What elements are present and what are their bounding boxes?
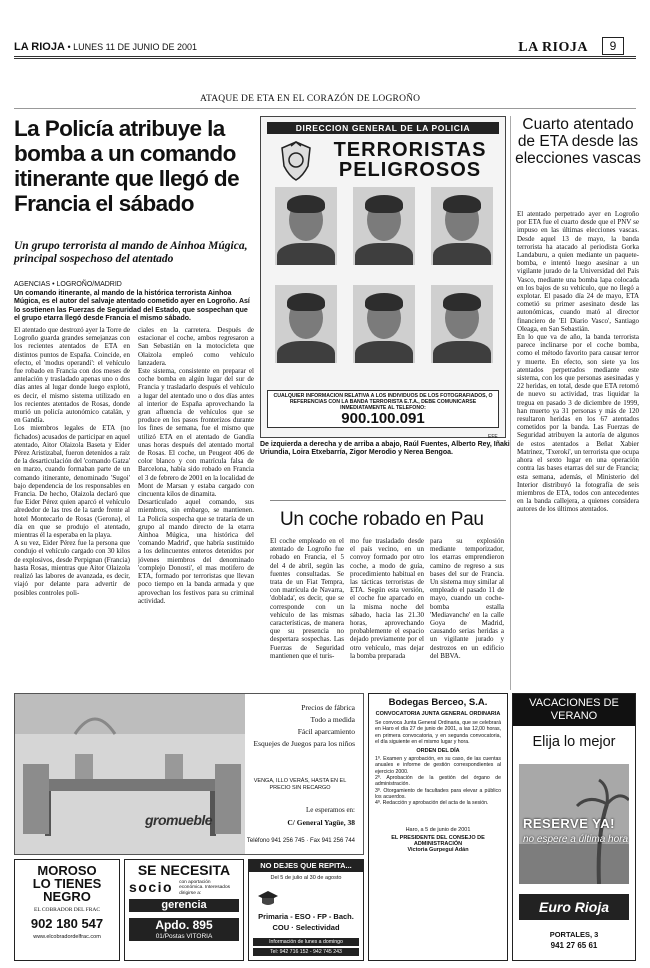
vacations-header: VACACIONES DE VERANO xyxy=(513,694,635,726)
sidebar-body: El atentado perpetrado ayer en Logroño por ETA fue el cuarto desde que el PNV se impuso en las últimas elecciones vascas. Desde aquel 13 de mayo, la banda terrorista ha atacado al periodista Gorka Landaburu, a quien mediante un paquete-bomba, e intentó luego asesinar a un vigilante jurado de la Universidad del País Vasco, mediante una bomba lapa colocada en los bajos de su vehículo, que no llegó a explotar. El pasado día 24 de mayo, ETA cometió su primer asesinato desde las autonómicas, cuando mató al director financiero de 'El Diario Vasco', Santiago Oleaga, en San Sebastián. En lo que va de año, la banda terrorista parece inclinarse por el coche bomba, como el método favorito para causar terror y muerte. En efecto, son siete ya los atentados perpetrados mediante este sistema, con los que personas asesinadas y 22 heridas, en total, desde que ETA retomó de nuevo su actividad, tras liquidar la tregua en pasado 3 de diciembre de 1999, han muerto ya 31 personas y más de 120 resultaron heridas en los 67 atentados cometidos por la banda. Las Fuerzas de Seguridad atribuyen la autoría de algunos de estos atentados a Beñat Xabier Matrinez, 'Txeroki', un terrorista que ocupa ahora el sexto lugar en una operación contra las bases etarras del sur de Francia; esta semana, además, el Ministerio del Interior distribuyó la fotografía de seis miembros de ETA, todos con antecedentes en la banda callejera, a quienes considera autores de los últimos atentados. xyxy=(517,210,639,514)
cobrador-phone: 902 180 547 xyxy=(30,916,104,931)
bodegas-item-2: 2º. Aprobación de la gestión del órgano de administración. xyxy=(375,775,501,788)
car-story-rule xyxy=(270,500,506,501)
issue-date: LUNES 11 DE JUNIO DE 2001 xyxy=(73,42,197,52)
furniture-brand: gromueble xyxy=(145,812,213,828)
socio-detail: con aportación económica. Interesados dirigirse a: xyxy=(179,880,231,896)
sidebar-divider xyxy=(510,116,511,690)
bodegas-item-3: 3º. Otorgamiento de facultades para elevar a público los acuerdos. xyxy=(375,787,501,800)
photo-caption: De izquierda a derecha y de arriba a abajo, Raúl Fuentes, Alberto Rey, Iñaki Uriundia, Loira Etxebarría, Zigor Merodio y Nerea Bengoa. xyxy=(260,441,510,456)
academy-levels: Primaria - ESO - FP - Bach. xyxy=(258,912,354,921)
cobrador-line-2: LO TIENES xyxy=(32,876,102,891)
socio-title: SE NECESITA xyxy=(137,862,231,878)
cobrador-web: www.elcobradordelfrac.com xyxy=(33,934,101,940)
academy-dates: Del 5 de julio al 30 de agosto xyxy=(270,875,342,881)
vacations-brand: Euro Rioja xyxy=(519,894,629,920)
section-kicker: ATAQUE DE ETA EN EL CORAZÓN DE LOGROÑO xyxy=(200,94,421,104)
poster-info-text: CUALQUIER INFORMACION RELATIVA A LOS INDIVIDUOS DE LOS FOTOGRAFIADOS, O REFERENCIAS CON LA BANDA TERRORISTA E.T.A., DEBE COMUNICARSE INMEDIATAMENTE AL TELEFONO: xyxy=(273,393,493,411)
bodegas-subtitle: CONVOCATORIA JUNTA GENERAL ORDINARIA xyxy=(375,711,501,717)
socio-city: 01/Postas VITORIA xyxy=(129,932,239,941)
poster-title-line-1: TERRORISTAS xyxy=(333,139,487,161)
suspect-photo-3 xyxy=(431,187,493,265)
vacations-slogan: Elija lo mejor xyxy=(532,734,616,750)
bodegas-intro: Se convoca Junta General Ordinaria, que se celebrará en Haro el día 27 de junio de 2001, a las 12,00 horas, en primera convocatoria, y en segunda convocatoria, el día siguiente en el mismo lugar y hora. xyxy=(375,720,501,745)
bodegas-notice xyxy=(368,693,508,961)
furniture-tagline: VENGA, ILLO VERÁS, HASTA EN EL PRECIO SIN RECARGO xyxy=(253,778,347,791)
main-subhead: Un grupo terrorista al mando de Ainhoa Múgica, principal sospechoso del atentado xyxy=(14,240,248,265)
cobrador-tag: EL COBRADOR DEL FRAC xyxy=(33,907,101,913)
academy-cou: COU · Selectividad xyxy=(272,923,340,932)
furniture-address: C/ General Yagüe, 38 xyxy=(287,818,355,827)
bodegas-signature-name: Victoria Gurpegui Adán xyxy=(407,846,469,853)
sidebar-headline: Cuarto atentado de ETA desde las elecciones vascas xyxy=(515,116,641,167)
police-emblem-icon xyxy=(279,140,313,182)
suspect-photo-2 xyxy=(353,187,415,265)
bodegas-item-1: 1º. Examen y aprobación, en su caso, de las cuentas anuales e informe de gestión correspondientes al ejercicio 2000. xyxy=(375,756,501,775)
vacations-ad xyxy=(512,693,636,961)
lead-paragraph: Un comando itinerante, al mando de la histórica terrorista Ainhoa Múgica, es el autor del salvaje atentado cometido ayer en Logroño. Así lo sostienen las Fuerzas de Seguridad del Estado, que sospechan que el grupo etarra llegó desde Francia el mismo sábado. xyxy=(14,290,250,322)
ads-area xyxy=(14,693,636,961)
main-headline: La Policía atribuye la bomba a un comando itinerante que llegó de Francia el sábado xyxy=(14,116,239,216)
socio-ad xyxy=(124,859,244,961)
academy-title: NO DEJES QUE REPITA... xyxy=(249,860,363,872)
vacations-cta-2: no espere a última hora xyxy=(523,834,629,845)
photo-credit: EFE xyxy=(488,434,498,440)
bodegas-signature-title: EL PRESIDENTE DEL CONSEJO DE ADMINISTRACIÓN xyxy=(391,834,485,847)
bodegas-item-4: 4º. Redacción y aprobación del acta de la sesión. xyxy=(375,800,489,807)
bodegas-order-list xyxy=(369,754,507,808)
car-story-column-3: para su explosión mediante temporizador, los etarras emprendieron camino de regreso a sus bases del sur de Francia. Un sistema muy similar al empleado el pasado 11 de mayo, cuando un coche-bomba estalla 'Mediavanche' en la calle Goya de Madrid, causando serias heridas a un vigilante jurado y destrozos en un edificio del BBVA. xyxy=(430,537,504,660)
paper-name: LA RIOJA xyxy=(14,41,65,53)
furniture-line-1: Precios de fábrica xyxy=(301,703,355,712)
academy-ad xyxy=(248,859,364,961)
furniture-line-3: Fácil aparcamiento xyxy=(297,727,355,736)
vacations-photo xyxy=(519,764,629,884)
poster-title-line-2: PELIGROSOS xyxy=(338,159,482,181)
masthead-rule xyxy=(14,56,636,57)
main-column-2: ciales en la carretera. Después de estacionar el coche, ambos regresaron a San Sebastián en la motocicleta que Olaizola empleó como vehículo lanzadera. Este sistema, consistente en preparar el coche bomba en algún lugar del sur de Francia y trasladarlo después el vehículo a lugar del atentado uno o dos días antes al interior de España aprovechando la gran afluencia de vehículos que se produce en los pasos fronterizos durante los fines de semana, fue el mismo que utilizó ETA en el atentado de Gandía unas horas después del atentado mortal de Rosas. El coche, un Peugeot 406 de color blanco y con matrícula falsa de Barcelona, había sido robado en Francia el 3 de febrero de 2001 en la localidad de Mont de Marsan y estaba cargado con cincuenta kilos de dinamita. Desarticulado aquel comando, sus miembros, sin embargo, se mantienen. La Policía sospecha que se trataría de un grupo al mando directo de la etarra Ainhoa Múgica, una histórica del 'comando Madrid', que habría sustituido a los delincuentes enteros detenidos por jóvenes miembros del denominado 'complejo Donosti', el mas motifero de ETA, formado por terroristas que llevan poco tiempo en la banda armada y que aprovechan los festivos para su criminal actividad. xyxy=(138,326,254,605)
vacations-phone: 941 27 65 61 xyxy=(550,941,598,950)
bodegas-title: Bodegas Berceo, S.A. xyxy=(388,697,488,708)
page-number: 9 xyxy=(602,37,624,55)
poster-title xyxy=(321,140,499,180)
masthead-rule-2 xyxy=(14,58,636,59)
socio-apdo: Apdo. 895 xyxy=(129,918,239,932)
cobrador-ad xyxy=(14,859,120,961)
bodegas-place-date: Haro, a 5 de junio de 2001 xyxy=(405,826,471,833)
main-column-1: El atentado que destrozó ayer la Torre de Logroño guarda grandes semejanzas con los recientes atentados de ETA en distintos puntos de España. Coincide, en efecto, el 'modus operandi': el vehículo fue robado en Francia con dos meses de antelación y trasladado apenas uno o dos días antes al lugar donde luego explotó, es decir, el mismo sistema utilizado en los recientes atentados de Rosas, donde murió un policía autonómico catalán, y en Gandía. Los miembros legales de ETA (no fichados) acusados de participar en aquel atentado, Aitor Olaizola Baseta y Eider Pérez Aristizabal, fueron detenidos a raíz de la desarticulación del 'comando Gatza' en marzo, cuando formaban parte de un comando itinerante, denominado 'Sugoi' bajo dependencia de los responsables en Francia. De hecho, Olaizola declaró que fue Eider Pérez quien aparcó el vehículo alrededor de las tres de la tarde frente al hotel Montecarlo de Rosas (Gerona), el día en que se produjo el atentado, mientras él la esperaba en la playa. A su vez, Eider Pérez fue la persona que condujo el vehículo cargado con 30 kilos de explosivos, desde Perpignan (Francia) hasta Rosas, mientras que Aitor Olaizola realizó las labores de avanzada, es decir, viajó por delante para advertir de posibles controles poli- xyxy=(14,326,130,597)
graduation-cap-icon xyxy=(257,890,279,908)
socio-gerencia: gerencia xyxy=(129,899,239,912)
car-story-column-2: mo fue trasladado desde el país vecino, en un convoy formado por otro coche, a modo de guía, procedimiento habitual en las tácticas terroristas de ETA. Según esta versión, el coche fue aparcado en la misma noche del sábado, hacia las 21.30 horas, aprovechando probablemente el espacio dejado previamente por el otro vehículo, mas dejar la bomba preparada xyxy=(350,537,424,660)
cobrador-line-3: NEGRO xyxy=(43,889,91,904)
suspect-photo-6 xyxy=(431,285,493,363)
furniture-phones: Teléfono 941 256 745 · Fax 941 256 744 xyxy=(246,838,355,844)
academy-tel: Tel: 942 716 152 - 942 745 243 xyxy=(253,948,359,956)
furniture-line-2: Todo a medida xyxy=(310,715,355,724)
masthead-left: LA RIOJA • LUNES 11 DE JUNIO DE 2001 xyxy=(14,41,197,53)
vacations-address: PORTALES, 3 xyxy=(549,930,599,939)
suspect-photo-4 xyxy=(275,285,337,363)
academy-footer: Información de lunes a domingo xyxy=(253,938,359,946)
poster-info-box xyxy=(267,390,499,428)
paper-name-right: LA RIOJA xyxy=(518,40,588,55)
car-story-headline: Un coche robado en Pau xyxy=(280,509,484,530)
bodegas-order-title: ORDEN DEL DÍA xyxy=(416,748,460,755)
wanted-poster xyxy=(260,116,506,438)
furniture-address-label: Le esperamos en: xyxy=(306,806,355,814)
suspect-photo-1 xyxy=(275,187,337,265)
furniture-photo-icon xyxy=(15,694,245,855)
socio-word: socio xyxy=(129,879,174,895)
kicker-rule xyxy=(14,108,636,109)
poster-phone: 900.100.091 xyxy=(341,410,425,427)
furniture-list xyxy=(245,702,355,750)
suspect-photo-5 xyxy=(353,285,415,363)
poster-agency: DIRECCION GENERAL DE LA POLICIA xyxy=(267,122,499,134)
furniture-line-4: Esquejes de Juegos para los niños xyxy=(253,739,355,748)
byline: AGENCIAS • LOGROÑO/MADRID xyxy=(14,281,122,288)
car-story-column-1: El coche empleado en el atentado de Logroño fue robado en Francia, el 5 del 4 de abril, según las fuentes consultadas. Se trata de un Fiat Tempra, con matrícula de Navarra, 'doblada', es decir, que se corresponde con un vehículo de las mismas características, de manera que su presencia no despertara sospechas. Las Fuerzas de Seguridad mantienen que el turis- xyxy=(270,537,344,660)
furniture-ad xyxy=(14,693,364,855)
vacations-cta-1: RESERVE YA! xyxy=(523,816,615,831)
cobrador-line-1: MOROSO xyxy=(37,863,97,878)
